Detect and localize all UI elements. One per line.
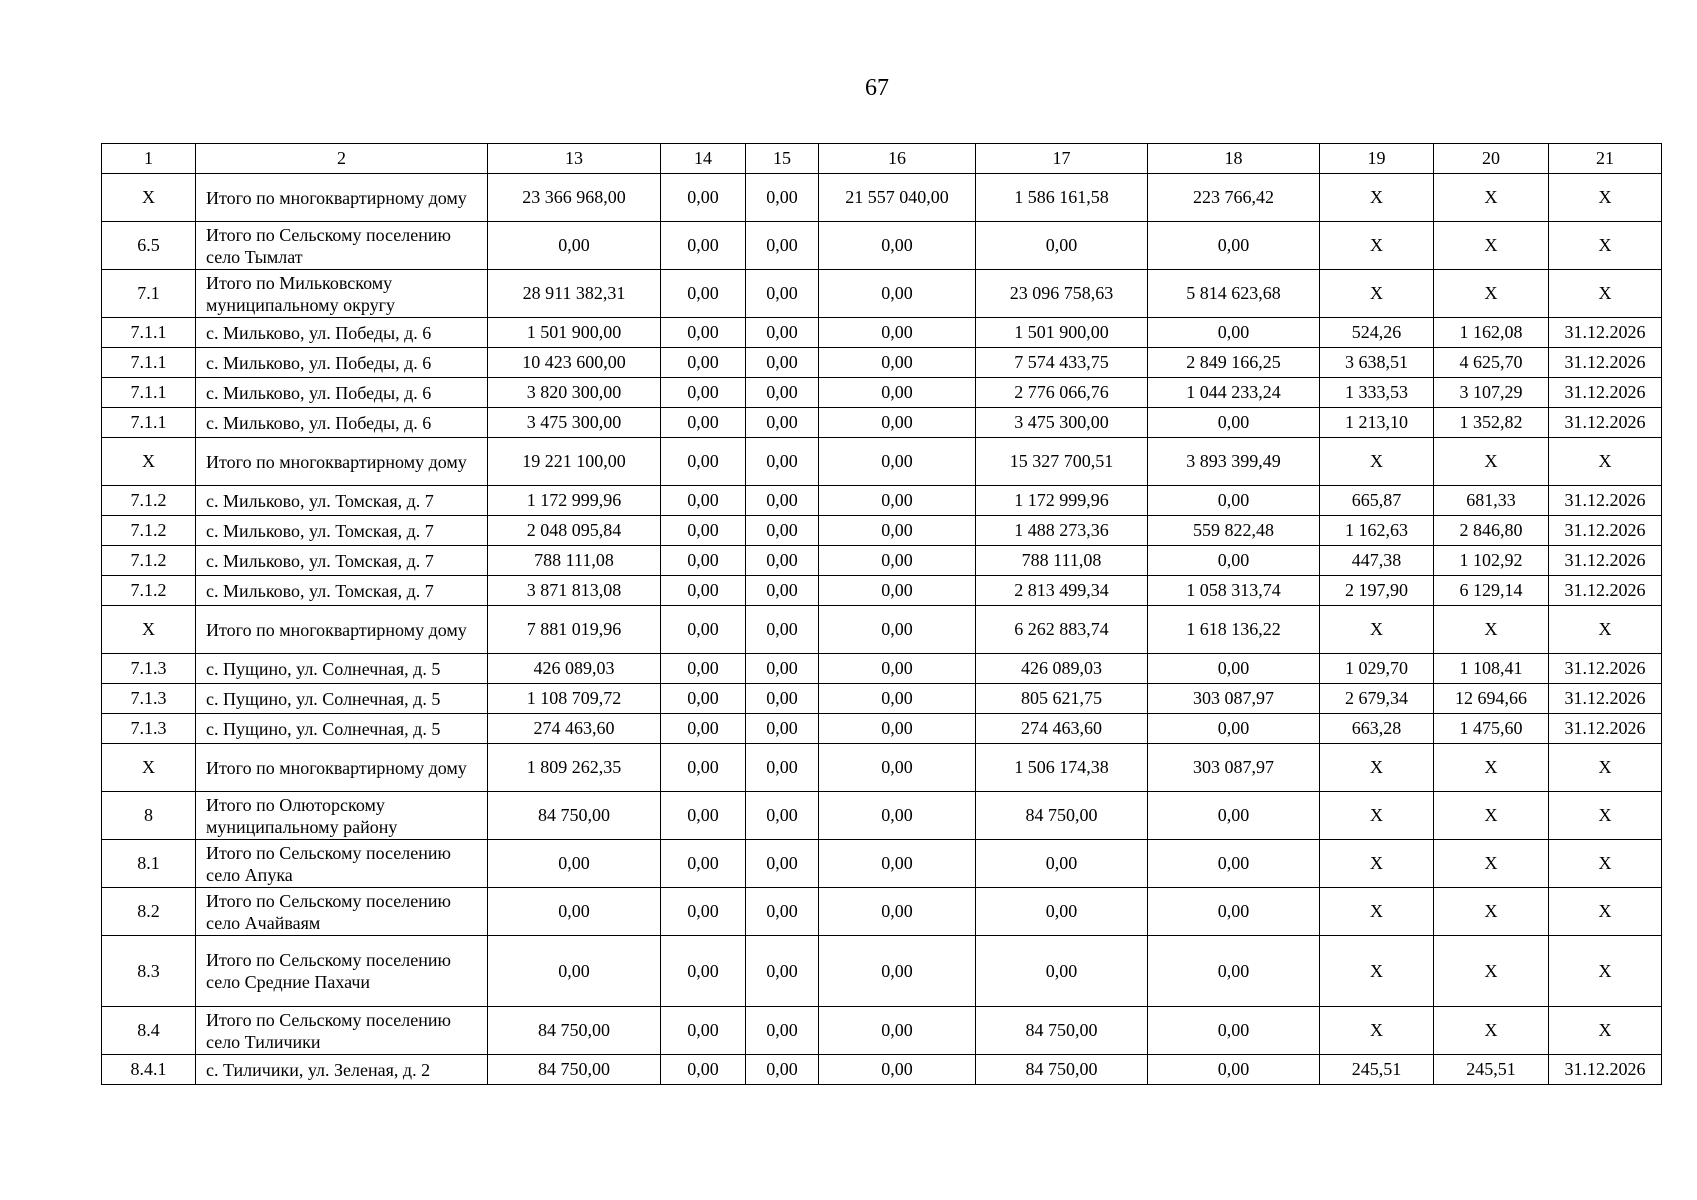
object-name-cell: Итого по многоквартирному дому <box>196 744 488 792</box>
value-cell: 2 679,34 <box>1320 684 1434 714</box>
value-cell: 0,00 <box>1148 1007 1320 1055</box>
value-cell: 0,00 <box>976 840 1148 888</box>
value-cell: 0,00 <box>661 546 746 576</box>
value-cell: 0,00 <box>661 744 746 792</box>
value-cell: X <box>1434 606 1549 654</box>
value-cell: 31.12.2026 <box>1549 486 1662 516</box>
value-cell: 0,00 <box>819 792 976 840</box>
row-number-cell: X <box>102 438 196 486</box>
value-cell: 10 423 600,00 <box>488 348 661 378</box>
value-cell: 0,00 <box>661 1007 746 1055</box>
value-cell: 0,00 <box>746 576 819 606</box>
value-cell: 0,00 <box>819 318 976 348</box>
table-row <box>102 174 1662 222</box>
value-cell: 0,00 <box>1148 318 1320 348</box>
value-cell: 6 129,14 <box>1434 576 1549 606</box>
value-cell: X <box>1434 270 1549 318</box>
value-cell: 559 822,48 <box>1148 516 1320 546</box>
value-cell: X <box>1320 606 1434 654</box>
value-cell: 0,00 <box>976 936 1148 1007</box>
table-row <box>102 438 1662 486</box>
value-cell: 0,00 <box>488 936 661 1007</box>
value-cell: 23 366 968,00 <box>488 174 661 222</box>
table-row <box>102 576 1662 606</box>
table-row <box>102 546 1662 576</box>
row-number-cell: 8.4 <box>102 1007 196 1055</box>
value-cell: 245,51 <box>1320 1055 1434 1085</box>
value-cell: 0,00 <box>819 840 976 888</box>
value-cell: 0,00 <box>746 222 819 270</box>
value-cell: 0,00 <box>661 270 746 318</box>
value-cell: 1 172 999,96 <box>976 486 1148 516</box>
value-cell: 303 087,97 <box>1148 684 1320 714</box>
table-row <box>102 936 1662 1007</box>
table-row <box>102 654 1662 684</box>
value-cell: X <box>1434 888 1549 936</box>
value-cell: 0,00 <box>819 348 976 378</box>
value-cell: 1 058 313,74 <box>1148 576 1320 606</box>
column-number-cell: 18 <box>1148 144 1320 174</box>
table-row <box>102 318 1662 348</box>
value-cell: 1 162,08 <box>1434 318 1549 348</box>
value-cell: X <box>1549 840 1662 888</box>
value-cell: 3 475 300,00 <box>976 408 1148 438</box>
column-number-cell: 15 <box>746 144 819 174</box>
value-cell: X <box>1434 1007 1549 1055</box>
value-cell: 31.12.2026 <box>1549 516 1662 546</box>
value-cell: 0,00 <box>976 222 1148 270</box>
row-number-cell: 8 <box>102 792 196 840</box>
value-cell: 3 638,51 <box>1320 348 1434 378</box>
value-cell: 0,00 <box>1148 1055 1320 1085</box>
object-name-cell: с. Мильково, ул. Победы, д. 6 <box>196 318 488 348</box>
value-cell: 1 108 709,72 <box>488 684 661 714</box>
value-cell: 1 044 233,24 <box>1148 378 1320 408</box>
row-number-cell: 7.1.3 <box>102 684 196 714</box>
value-cell: 6 262 883,74 <box>976 606 1148 654</box>
value-cell: 31.12.2026 <box>1549 546 1662 576</box>
value-cell: 31.12.2026 <box>1549 684 1662 714</box>
value-cell: 788 111,08 <box>488 546 661 576</box>
value-cell: 2 813 499,34 <box>976 576 1148 606</box>
object-name-cell: с. Тиличики, ул. Зеленая, д. 2 <box>196 1055 488 1085</box>
object-name-cell: Итого по Олюторскому муниципальному району <box>196 792 488 840</box>
value-cell: 1 586 161,58 <box>976 174 1148 222</box>
value-cell: X <box>1549 438 1662 486</box>
object-name-cell: с. Мильково, ул. Томская, д. 7 <box>196 516 488 546</box>
value-cell: 0,00 <box>746 606 819 654</box>
column-number-cell: 20 <box>1434 144 1549 174</box>
value-cell: 1 029,70 <box>1320 654 1434 684</box>
value-cell: 0,00 <box>746 888 819 936</box>
value-cell: X <box>1434 792 1549 840</box>
object-name-cell: с. Мильково, ул. Победы, д. 6 <box>196 378 488 408</box>
row-number-cell: 7.1.1 <box>102 408 196 438</box>
value-cell: 3 107,29 <box>1434 378 1549 408</box>
value-cell: 23 096 758,63 <box>976 270 1148 318</box>
value-cell: 0,00 <box>746 1055 819 1085</box>
value-cell: 1 352,82 <box>1434 408 1549 438</box>
object-name-cell: Итого по многоквартирному дому <box>196 438 488 486</box>
value-cell: 19 221 100,00 <box>488 438 661 486</box>
value-cell: 7 881 019,96 <box>488 606 661 654</box>
column-number-cell: 17 <box>976 144 1148 174</box>
value-cell: 1 172 999,96 <box>488 486 661 516</box>
value-cell: X <box>1549 792 1662 840</box>
object-name-cell: с. Мильково, ул. Томская, д. 7 <box>196 576 488 606</box>
table-row <box>102 270 1662 318</box>
value-cell: 0,00 <box>819 408 976 438</box>
value-cell: 0,00 <box>746 840 819 888</box>
value-cell: X <box>1434 744 1549 792</box>
object-name-cell: Итого по Сельскому поселению село Апука <box>196 840 488 888</box>
value-cell: 84 750,00 <box>488 1055 661 1085</box>
value-cell: 0,00 <box>819 270 976 318</box>
value-cell: 0,00 <box>746 378 819 408</box>
table-row <box>102 408 1662 438</box>
value-cell: X <box>1320 174 1434 222</box>
row-number-cell: 7.1.1 <box>102 378 196 408</box>
value-cell: 15 327 700,51 <box>976 438 1148 486</box>
value-cell: 663,28 <box>1320 714 1434 744</box>
value-cell: 447,38 <box>1320 546 1434 576</box>
value-cell: 2 048 095,84 <box>488 516 661 546</box>
value-cell: X <box>1320 270 1434 318</box>
object-name-cell: с. Мильково, ул. Победы, д. 6 <box>196 408 488 438</box>
value-cell: X <box>1434 438 1549 486</box>
object-name-cell: Итого по Сельскому поселению село Средние Пахачи <box>196 936 488 1007</box>
value-cell: X <box>1549 888 1662 936</box>
value-cell: 21 557 040,00 <box>819 174 976 222</box>
value-cell: 3 871 813,08 <box>488 576 661 606</box>
value-cell: X <box>1549 744 1662 792</box>
row-number-cell: 7.1 <box>102 270 196 318</box>
value-cell: 0,00 <box>746 714 819 744</box>
object-name-cell: Итого по Сельскому поселению село Тиличики <box>196 1007 488 1055</box>
value-cell: 0,00 <box>488 840 661 888</box>
value-cell: X <box>1320 888 1434 936</box>
value-cell: 0,00 <box>661 888 746 936</box>
value-cell: 0,00 <box>661 348 746 378</box>
value-cell: 0,00 <box>661 576 746 606</box>
row-number-cell: 6.5 <box>102 222 196 270</box>
table-row <box>102 840 1662 888</box>
table-row <box>102 486 1662 516</box>
row-number-cell: 7.1.2 <box>102 546 196 576</box>
value-cell: 0,00 <box>661 792 746 840</box>
value-cell: 5 814 623,68 <box>1148 270 1320 318</box>
value-cell: X <box>1549 222 1662 270</box>
value-cell: 0,00 <box>661 1055 746 1085</box>
value-cell: X <box>1434 174 1549 222</box>
value-cell: X <box>1320 840 1434 888</box>
value-cell: 665,87 <box>1320 486 1434 516</box>
value-cell: 0,00 <box>661 438 746 486</box>
value-cell: 0,00 <box>661 222 746 270</box>
value-cell: 1 162,63 <box>1320 516 1434 546</box>
table-row <box>102 1055 1662 1085</box>
value-cell: 0,00 <box>661 936 746 1007</box>
value-cell: X <box>1434 936 1549 1007</box>
value-cell: X <box>1320 936 1434 1007</box>
value-cell: 31.12.2026 <box>1549 348 1662 378</box>
table-row <box>102 714 1662 744</box>
value-cell: 31.12.2026 <box>1549 378 1662 408</box>
value-cell: 12 694,66 <box>1434 684 1549 714</box>
value-cell: 0,00 <box>819 744 976 792</box>
value-cell: 0,00 <box>819 1055 976 1085</box>
row-number-cell: 8.4.1 <box>102 1055 196 1085</box>
value-cell: 0,00 <box>1148 654 1320 684</box>
row-number-cell: 8.2 <box>102 888 196 936</box>
value-cell: 0,00 <box>661 714 746 744</box>
object-name-cell: Итого по многоквартирному дому <box>196 174 488 222</box>
row-number-cell: 8.1 <box>102 840 196 888</box>
value-cell: 31.12.2026 <box>1549 1055 1662 1085</box>
value-cell: 0,00 <box>976 888 1148 936</box>
value-cell: 223 766,42 <box>1148 174 1320 222</box>
value-cell: 1 475,60 <box>1434 714 1549 744</box>
row-number-cell: 7.1.2 <box>102 576 196 606</box>
value-cell: 0,00 <box>819 1007 976 1055</box>
value-cell: 84 750,00 <box>488 1007 661 1055</box>
object-name-cell: Итого по многоквартирному дому <box>196 606 488 654</box>
value-cell: 1 488 273,36 <box>976 516 1148 546</box>
value-cell: 1 108,41 <box>1434 654 1549 684</box>
value-cell: 0,00 <box>661 174 746 222</box>
column-number-cell: 14 <box>661 144 746 174</box>
value-cell: 0,00 <box>819 516 976 546</box>
value-cell: 0,00 <box>661 318 746 348</box>
row-number-cell: X <box>102 174 196 222</box>
value-cell: 0,00 <box>746 744 819 792</box>
value-cell: 303 087,97 <box>1148 744 1320 792</box>
value-cell: 274 463,60 <box>488 714 661 744</box>
column-number-cell: 16 <box>819 144 976 174</box>
value-cell: 0,00 <box>661 606 746 654</box>
value-cell: X <box>1320 438 1434 486</box>
table-header-row <box>102 144 1662 174</box>
value-cell: 84 750,00 <box>976 1007 1148 1055</box>
value-cell: 3 475 300,00 <box>488 408 661 438</box>
value-cell: 0,00 <box>1148 222 1320 270</box>
value-cell: 0,00 <box>661 654 746 684</box>
object-name-cell: с. Мильково, ул. Победы, д. 6 <box>196 348 488 378</box>
value-cell: 0,00 <box>819 222 976 270</box>
value-cell: 788 111,08 <box>976 546 1148 576</box>
value-cell: 2 846,80 <box>1434 516 1549 546</box>
object-name-cell: с. Пущино, ул. Солнечная, д. 5 <box>196 684 488 714</box>
value-cell: 0,00 <box>488 222 661 270</box>
value-cell: 0,00 <box>819 378 976 408</box>
row-number-cell: 7.1.2 <box>102 486 196 516</box>
value-cell: 0,00 <box>661 840 746 888</box>
value-cell: 0,00 <box>746 438 819 486</box>
value-cell: 0,00 <box>819 546 976 576</box>
row-number-cell: 7.1.3 <box>102 714 196 744</box>
value-cell: X <box>1320 1007 1434 1055</box>
value-cell: 0,00 <box>746 486 819 516</box>
value-cell: 524,26 <box>1320 318 1434 348</box>
value-cell: 0,00 <box>746 1007 819 1055</box>
value-cell: 426 089,03 <box>976 654 1148 684</box>
value-cell: 31.12.2026 <box>1549 318 1662 348</box>
value-cell: 0,00 <box>661 684 746 714</box>
value-cell: 0,00 <box>746 516 819 546</box>
value-cell: 1 501 900,00 <box>488 318 661 348</box>
value-cell: 0,00 <box>661 516 746 546</box>
column-number-cell: 21 <box>1549 144 1662 174</box>
value-cell: 84 750,00 <box>976 1055 1148 1085</box>
row-number-cell: 7.1.3 <box>102 654 196 684</box>
column-number-cell: 2 <box>196 144 488 174</box>
value-cell: X <box>1549 174 1662 222</box>
value-cell: 1 333,53 <box>1320 378 1434 408</box>
table-row <box>102 348 1662 378</box>
value-cell: 426 089,03 <box>488 654 661 684</box>
value-cell: X <box>1549 936 1662 1007</box>
object-name-cell: с. Пущино, ул. Солнечная, д. 5 <box>196 714 488 744</box>
object-name-cell: Итого по Сельскому поселению село Ачайваям <box>196 888 488 936</box>
page-number: 67 <box>865 75 889 101</box>
table-body <box>102 144 1662 1085</box>
value-cell: X <box>1320 792 1434 840</box>
value-cell: 0,00 <box>746 546 819 576</box>
row-number-cell: X <box>102 606 196 654</box>
value-cell: 1 506 174,38 <box>976 744 1148 792</box>
value-cell: X <box>1320 222 1434 270</box>
column-number-cell: 19 <box>1320 144 1434 174</box>
value-cell: X <box>1434 222 1549 270</box>
value-cell: 0,00 <box>1148 486 1320 516</box>
data-table <box>101 143 1662 1085</box>
value-cell: 0,00 <box>746 408 819 438</box>
value-cell: 3 820 300,00 <box>488 378 661 408</box>
value-cell: 274 463,60 <box>976 714 1148 744</box>
value-cell: 681,33 <box>1434 486 1549 516</box>
object-name-cell: Итого по Сельскому поселению село Тымлат <box>196 222 488 270</box>
table-row <box>102 516 1662 546</box>
value-cell: 0,00 <box>1148 936 1320 1007</box>
value-cell: 0,00 <box>746 348 819 378</box>
value-cell: 1 809 262,35 <box>488 744 661 792</box>
value-cell: 2 849 166,25 <box>1148 348 1320 378</box>
row-number-cell: 7.1.1 <box>102 348 196 378</box>
table-row <box>102 222 1662 270</box>
value-cell: 84 750,00 <box>488 792 661 840</box>
value-cell: 0,00 <box>819 936 976 1007</box>
table-row <box>102 684 1662 714</box>
value-cell: 805 621,75 <box>976 684 1148 714</box>
value-cell: 0,00 <box>1148 546 1320 576</box>
value-cell: X <box>1434 840 1549 888</box>
value-cell: 31.12.2026 <box>1549 654 1662 684</box>
value-cell: 1 213,10 <box>1320 408 1434 438</box>
value-cell: 0,00 <box>819 684 976 714</box>
value-cell: 31.12.2026 <box>1549 714 1662 744</box>
value-cell: 31.12.2026 <box>1549 576 1662 606</box>
value-cell: 28 911 382,31 <box>488 270 661 318</box>
value-cell: 1 618 136,22 <box>1148 606 1320 654</box>
value-cell: X <box>1320 744 1434 792</box>
value-cell: 0,00 <box>819 654 976 684</box>
value-cell: 0,00 <box>661 378 746 408</box>
value-cell: 31.12.2026 <box>1549 408 1662 438</box>
value-cell: X <box>1549 606 1662 654</box>
value-cell: 0,00 <box>819 438 976 486</box>
table-row <box>102 606 1662 654</box>
object-name-cell: Итого по Мильковскому муниципальному округу <box>196 270 488 318</box>
value-cell: 0,00 <box>1148 792 1320 840</box>
table-row <box>102 792 1662 840</box>
value-cell: 0,00 <box>819 486 976 516</box>
row-number-cell: 8.3 <box>102 936 196 1007</box>
column-number-cell: 1 <box>102 144 196 174</box>
value-cell: 0,00 <box>819 888 976 936</box>
value-cell: 4 625,70 <box>1434 348 1549 378</box>
value-cell: 0,00 <box>661 408 746 438</box>
value-cell: 0,00 <box>746 936 819 1007</box>
table-row <box>102 888 1662 936</box>
value-cell: 0,00 <box>488 888 661 936</box>
value-cell: 0,00 <box>1148 888 1320 936</box>
value-cell: 0,00 <box>746 174 819 222</box>
value-cell: 1 102,92 <box>1434 546 1549 576</box>
value-cell: 245,51 <box>1434 1055 1549 1085</box>
table-row <box>102 378 1662 408</box>
object-name-cell: с. Мильково, ул. Томская, д. 7 <box>196 486 488 516</box>
value-cell: 0,00 <box>746 654 819 684</box>
value-cell: 0,00 <box>746 270 819 318</box>
value-cell: 84 750,00 <box>976 792 1148 840</box>
value-cell: 3 893 399,49 <box>1148 438 1320 486</box>
column-number-cell: 13 <box>488 144 661 174</box>
value-cell: 1 501 900,00 <box>976 318 1148 348</box>
value-cell: 0,00 <box>1148 840 1320 888</box>
value-cell: 7 574 433,75 <box>976 348 1148 378</box>
value-cell: 0,00 <box>819 576 976 606</box>
object-name-cell: с. Пущино, ул. Солнечная, д. 5 <box>196 654 488 684</box>
row-number-cell: 7.1.2 <box>102 516 196 546</box>
value-cell: 0,00 <box>746 684 819 714</box>
value-cell: 2 197,90 <box>1320 576 1434 606</box>
value-cell: 0,00 <box>1148 408 1320 438</box>
value-cell: X <box>1549 270 1662 318</box>
object-name-cell: с. Мильково, ул. Томская, д. 7 <box>196 546 488 576</box>
table-row <box>102 744 1662 792</box>
value-cell: 0,00 <box>819 714 976 744</box>
row-number-cell: 7.1.1 <box>102 318 196 348</box>
value-cell: X <box>1549 1007 1662 1055</box>
value-cell: 2 776 066,76 <box>976 378 1148 408</box>
row-number-cell: X <box>102 744 196 792</box>
value-cell: 0,00 <box>819 606 976 654</box>
value-cell: 0,00 <box>746 318 819 348</box>
value-cell: 0,00 <box>661 486 746 516</box>
table-row <box>102 1007 1662 1055</box>
value-cell: 0,00 <box>1148 714 1320 744</box>
value-cell: 0,00 <box>746 792 819 840</box>
